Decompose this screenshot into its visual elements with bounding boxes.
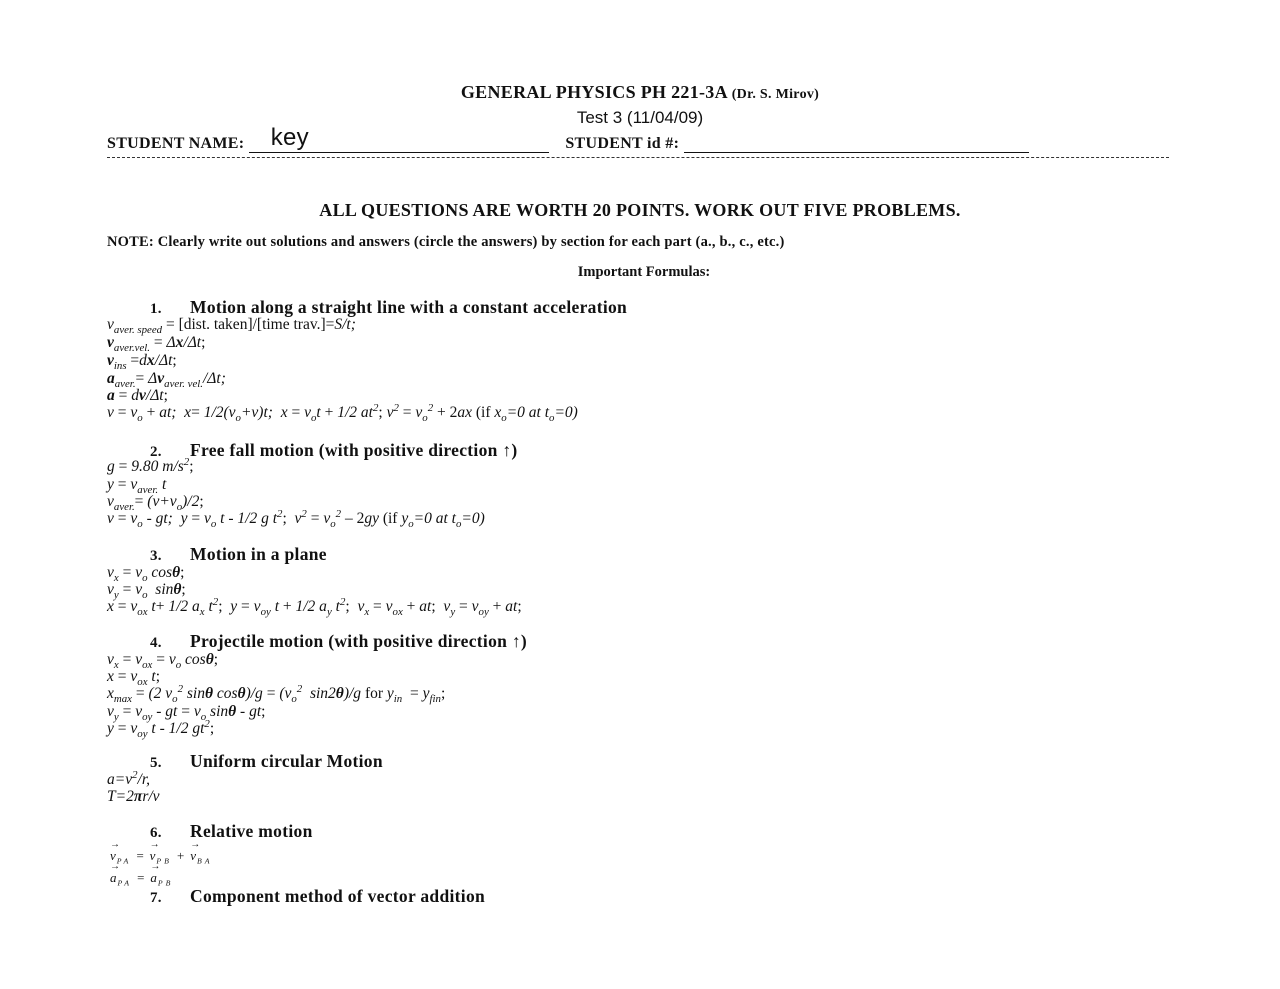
- formula-plane-motion: $x = v_{ox}$ t+ 1/2 $a_x$ $t^2$; $y = v_{oy}$ t + 1/2 $a_y$ $t^2$; $v_x = v_{ox}$ + at; $v_y = v_{oy}$ + at;: [107, 595, 522, 619]
- course-title: GENERAL PHYSICS PH 221-3A: [460, 82, 727, 102]
- formula-accel: a = dv/Δt;: [107, 387, 168, 404]
- formula-range: $x_{max} = (2$ $v_o^2$ sinθ $\cos\theta)/g = (v_o^2$ sin2θ)/g for $y_{in} = y_{fin}$;: [107, 682, 446, 706]
- section-number: 4.: [150, 635, 162, 651]
- student-info-line: [107, 124, 1029, 153]
- section-title: Motion in a plane: [190, 544, 327, 564]
- formula-gravity: g = 9.80 $m/s^2$;: [107, 455, 194, 475]
- formula-avg-accel: $a_{aver.}= \Delta v_{aver. vel.}/\Delta t$;: [107, 370, 226, 391]
- separator-line: [107, 157, 1169, 158]
- student-name-label: STUDENT NAME:: [107, 135, 245, 152]
- note-instruction: NOTE: Clearly write out solutions and answers (circle the answers) by section for each part (a., b., c., etc.): [107, 234, 785, 250]
- student-name-value: key: [270, 124, 309, 151]
- formula-vy-projectile: $v_y = v_{oy}$ - gt = $v_o$ sinθ - gt;: [107, 703, 266, 724]
- student-id-label: STUDENT id #:: [565, 135, 680, 152]
- instructor-name: (Dr. S. Mirov): [731, 87, 820, 102]
- formula-centripetal: $a=v^2/r$,: [107, 768, 151, 788]
- section-title: Relative motion: [190, 821, 313, 841]
- test-label: Test 3 (11/04/09): [576, 108, 704, 127]
- formula-y-projectile: $y = v_{oy}$ t - 1/2 $gt^2$;: [107, 717, 215, 741]
- formula-y-avg: $y = v_{aver.}$ t: [107, 476, 167, 497]
- section-1-heading: [150, 297, 627, 318]
- exam-title: [0, 82, 1280, 103]
- formula-avg-velocity: $v_{aver.vel.} = \Delta x/\Delta t$;: [107, 334, 206, 355]
- formula-period: T=2πr/v: [107, 788, 160, 805]
- section-2-heading: [150, 440, 518, 461]
- formula-inst-velocity: $v_{ins} =dx/\Delta t$;: [107, 352, 177, 373]
- section-number: 2.: [150, 444, 162, 460]
- formulas-heading: Important Formulas:: [577, 264, 711, 280]
- section-7-heading: [150, 886, 485, 907]
- section-5-heading: [150, 751, 383, 772]
- formula-relative-accel: → $a_{PA}$ = → $a_{PB}$: [110, 870, 173, 886]
- student-id-field: [684, 134, 1029, 153]
- section-title: Uniform circular Motion: [190, 751, 383, 771]
- formula-avg-speed: $v_{aver. speed}$ = [dist. taken]/[time trav.]=S/t;: [107, 316, 356, 337]
- section-title: Component method of vector addition: [190, 886, 486, 906]
- section-6-heading: [150, 821, 313, 842]
- formula-v-avg: $v_{aver.}= (v+v_o)/2$;: [107, 493, 204, 514]
- section-number: 5.: [150, 755, 162, 771]
- section-number: 6.: [150, 825, 162, 841]
- formula-vy-plane: $v_y = v_o$ sinθ;: [107, 581, 186, 602]
- section-number: 3.: [150, 548, 162, 564]
- section-number: 1.: [150, 301, 162, 317]
- formula-vx-projectile: $v_x = v_{ox} = v_o$ cosθ;: [107, 651, 219, 672]
- points-instruction: ALL QUESTIONS ARE WORTH 20 POINTS. WORK OUT FIVE PROBLEMS.: [319, 200, 961, 220]
- section-title: Motion along a straight line with a constant acceleration: [190, 297, 628, 317]
- formula-freefall: $v = v_o$ - gt; $y = v_o$ t - 1/2 g $t^2$; $v^2 = v_o^2 - 2gy$ (if $y_o=0$ at $t_o=0$): [107, 507, 485, 531]
- formula-relative-velocity: → $v_{PA}$ = → $v_{PB}$ + → $v_{BA}$: [110, 848, 213, 864]
- formula-x-projectile: $x = v_{ox}$ t;: [107, 668, 161, 689]
- section-4-heading: [150, 631, 527, 652]
- section-number: 7.: [150, 890, 162, 906]
- formula-kinematics: $v = v_o$ + at; $x= 1/2(v_o+v)t$; $x = v_ot + 1/2$ $at^2$; $v^2 = v_o^2 + 2ax$ (if $x_o=0$ at $t_o=0$): [107, 401, 578, 425]
- section-3-heading: [150, 544, 327, 565]
- section-title: Projectile motion (with positive direction ↑): [190, 631, 528, 651]
- student-name-field: [249, 124, 549, 153]
- section-title: Free fall motion (with positive direction ↑): [190, 440, 518, 460]
- formula-vx-plane: $v_x = v_o$ cosθ;: [107, 564, 185, 585]
